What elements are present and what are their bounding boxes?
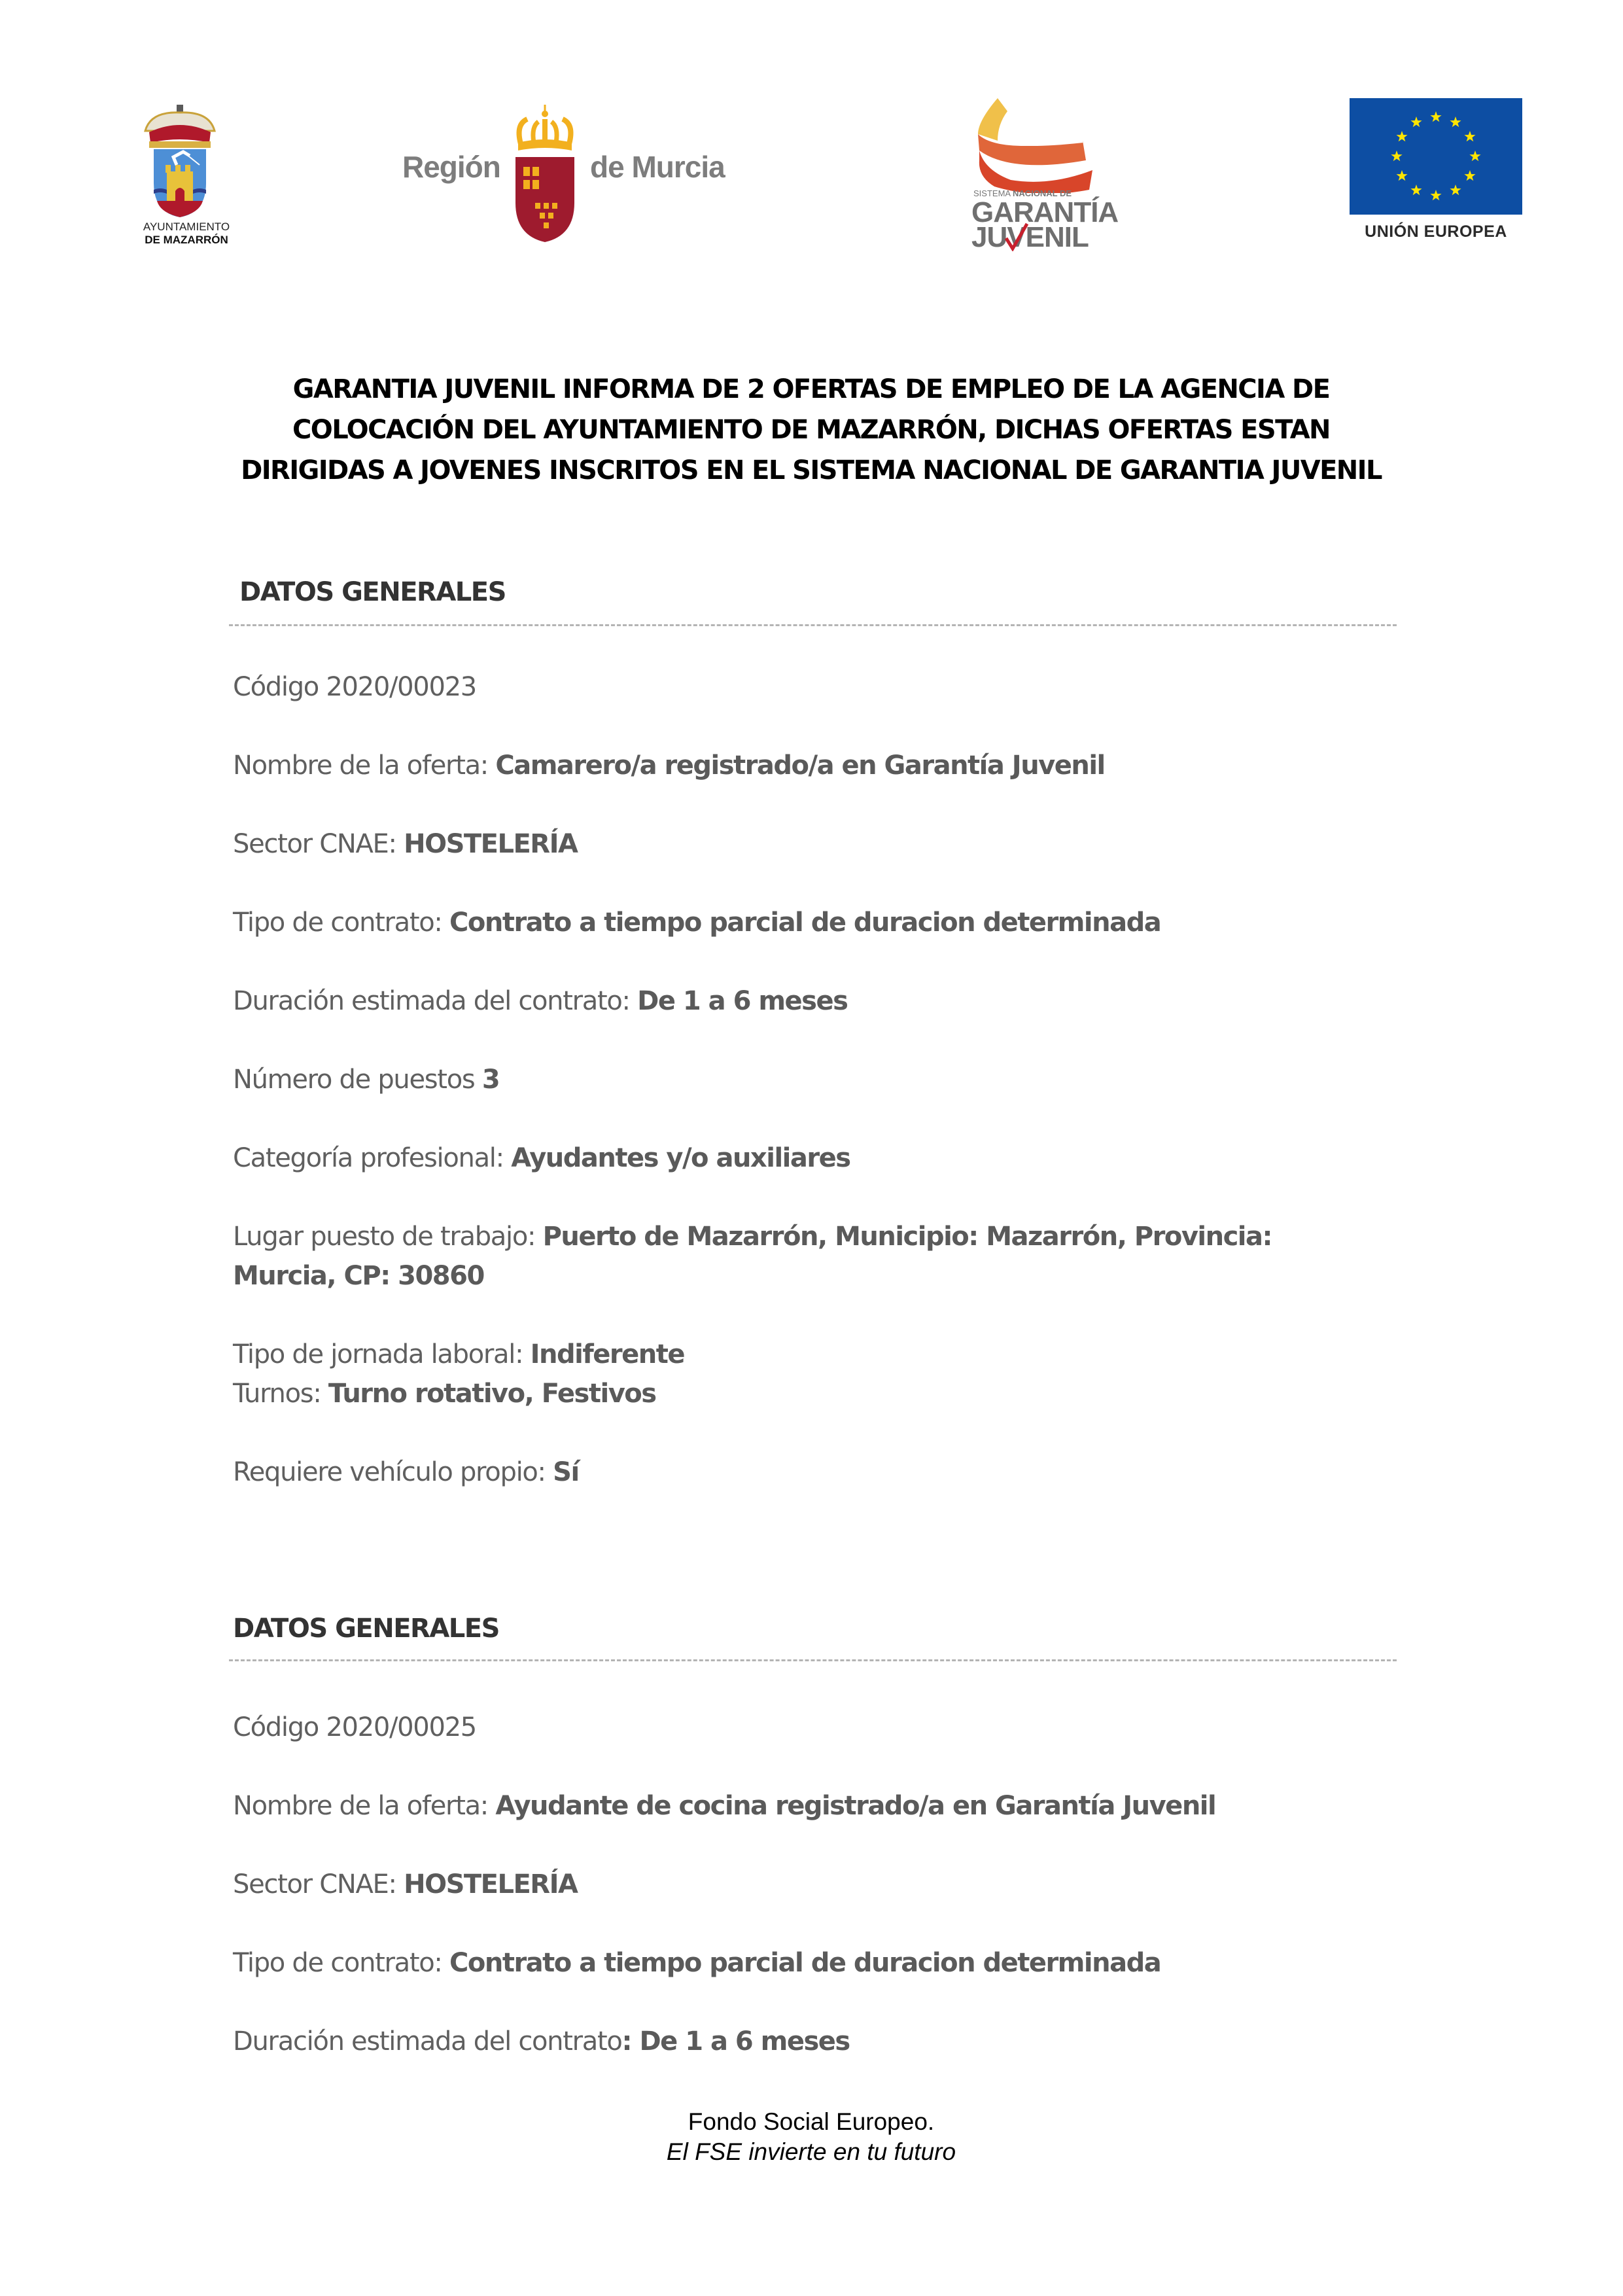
eu-logo-caption: UNIÓN EUROPEA [1365, 222, 1507, 241]
field-label: Tipo de contrato: [233, 908, 450, 938]
field-label: Sector CNAE: [233, 1869, 404, 1899]
offer-1-field-vehiculo [233, 1453, 579, 1492]
document-title-line-3: DIRIGIDAS A JOVENES INSCRITOS EN EL SISTEMA NACIONAL DE GARANTIA JUVENIL [241, 455, 1382, 486]
garantia-juvenil-logo-line2: GARANTÍA [971, 196, 1119, 228]
mazarron-logo-line1: AYUNTAMIENTO [143, 221, 230, 233]
logo-region-de-murcia [393, 98, 733, 249]
footer-line-1: Fondo Social Europeo. [688, 2108, 935, 2135]
offer-1-codigo: Código 2020/00023 [233, 672, 476, 702]
field-value: Puerto de Mazarrón, Municipio: Mazarrón, Provincia: [542, 1222, 1272, 1252]
document-title-line-2: COLOCACIÓN DEL AYUNTAMIENTO DE MAZARRÓN, DICHAS OFERTAS ESTAN [292, 415, 1330, 445]
logo-union-europea [1341, 92, 1537, 249]
offer-2-field-tipo-contrato [233, 1943, 1161, 1983]
offer-1-field-puestos [233, 1060, 499, 1099]
garantia-juvenil-logo-line3: JUVENIL [971, 221, 1089, 253]
footer [484, 2107, 1138, 2167]
offer-1-field-sector [233, 824, 577, 864]
offer-1-field-tipo-contrato [233, 903, 1161, 942]
field-label: Sector CNAE: [233, 829, 404, 859]
field-value: Camarero/a registrado/a en Garantía Juvenil [495, 751, 1105, 781]
field-value: Indiferente [530, 1339, 684, 1369]
field-value-line2: Murcia, CP: 30860 [233, 1261, 484, 1291]
header-logos [0, 0, 1623, 275]
offer-1-field-duracion [233, 981, 847, 1021]
murcia-logo-right-text: de Murcia [590, 150, 725, 184]
field-label: Turnos: [233, 1379, 328, 1409]
field-label: Número de puestos [233, 1065, 482, 1095]
field-label: Tipo de contrato: [233, 1948, 450, 1978]
document-title-line-1: GARANTIA JUVENIL INFORMA DE 2 OFERTAS DE EMPLEO DE LA AGENCIA DE [292, 374, 1330, 404]
offer-1-section-title: DATOS GENERALES [239, 577, 506, 607]
logo-garantia-juvenil [962, 92, 1119, 255]
mazarron-crest-icon [137, 105, 236, 219]
offer-1-divider [229, 624, 1397, 626]
field-value: Ayudante de cocina registrado/a en Garantía Juvenil [495, 1791, 1216, 1821]
murcia-crest-icon [509, 105, 581, 242]
field-label: Duración estimada del contrato: [233, 986, 638, 1016]
offer-2-divider [229, 1659, 1397, 1661]
murcia-logo-left-text: Región [402, 150, 500, 184]
offer-2-section-title: DATOS GENERALES [233, 1614, 499, 1644]
field-value: HOSTELERÍA [404, 1869, 578, 1899]
eu-flag-icon [1350, 98, 1522, 215]
offer-2-codigo: Código 2020/00025 [233, 1712, 476, 1742]
field-label: Categoría profesional: [233, 1143, 512, 1173]
field-label: Tipo de jornada laboral: [233, 1339, 531, 1369]
offer-1-field-jornada [233, 1335, 684, 1374]
field-value: Contrato a tiempo parcial de duracion determinada [449, 1948, 1161, 1978]
mazarron-logo-line2: DE MAZARRÓN [145, 234, 228, 246]
offer-1-field-turnos [233, 1374, 656, 1413]
offer-1-field-categoria [233, 1139, 850, 1178]
field-value: 3 [481, 1065, 500, 1095]
field-value: Contrato a tiempo parcial de duracion determinada [449, 908, 1161, 938]
offer-2-field-nombre [233, 1786, 1215, 1826]
field-value: : De 1 a 6 meses [621, 2026, 850, 2057]
field-value: De 1 a 6 meses [637, 986, 848, 1016]
field-value: Turno rotativo, Festivos [328, 1379, 656, 1409]
offer-1-field-nombre [233, 746, 1105, 785]
field-value: Sí [553, 1457, 579, 1487]
gj-line1-light: SISTEMA [973, 188, 1011, 198]
offer-2-field-sector [233, 1865, 577, 1904]
field-label: Requiere vehículo propio: [233, 1457, 553, 1487]
field-value: Ayudantes y/o auxiliares [511, 1143, 850, 1173]
footer-line-2: El FSE invierte en tu futuro [666, 2138, 956, 2165]
checkmark-icon [1003, 221, 1030, 251]
logo-ayuntamiento-mazarron [124, 101, 249, 252]
field-value: HOSTELERÍA [404, 829, 578, 859]
field-label: Nombre de la oferta: [233, 751, 496, 781]
gj-line1-bold: NACIONAL DE [1012, 188, 1072, 198]
offer-1-field-lugar [233, 1217, 1272, 1296]
field-label: Lugar puesto de trabajo: [233, 1222, 543, 1252]
offer-2-field-duracion [233, 2022, 850, 2061]
field-label: Nombre de la oferta: [233, 1791, 496, 1821]
field-label: Duración estimada del contrato [233, 2026, 622, 2057]
garantia-juvenil-ribbon-icon [971, 95, 1102, 193]
